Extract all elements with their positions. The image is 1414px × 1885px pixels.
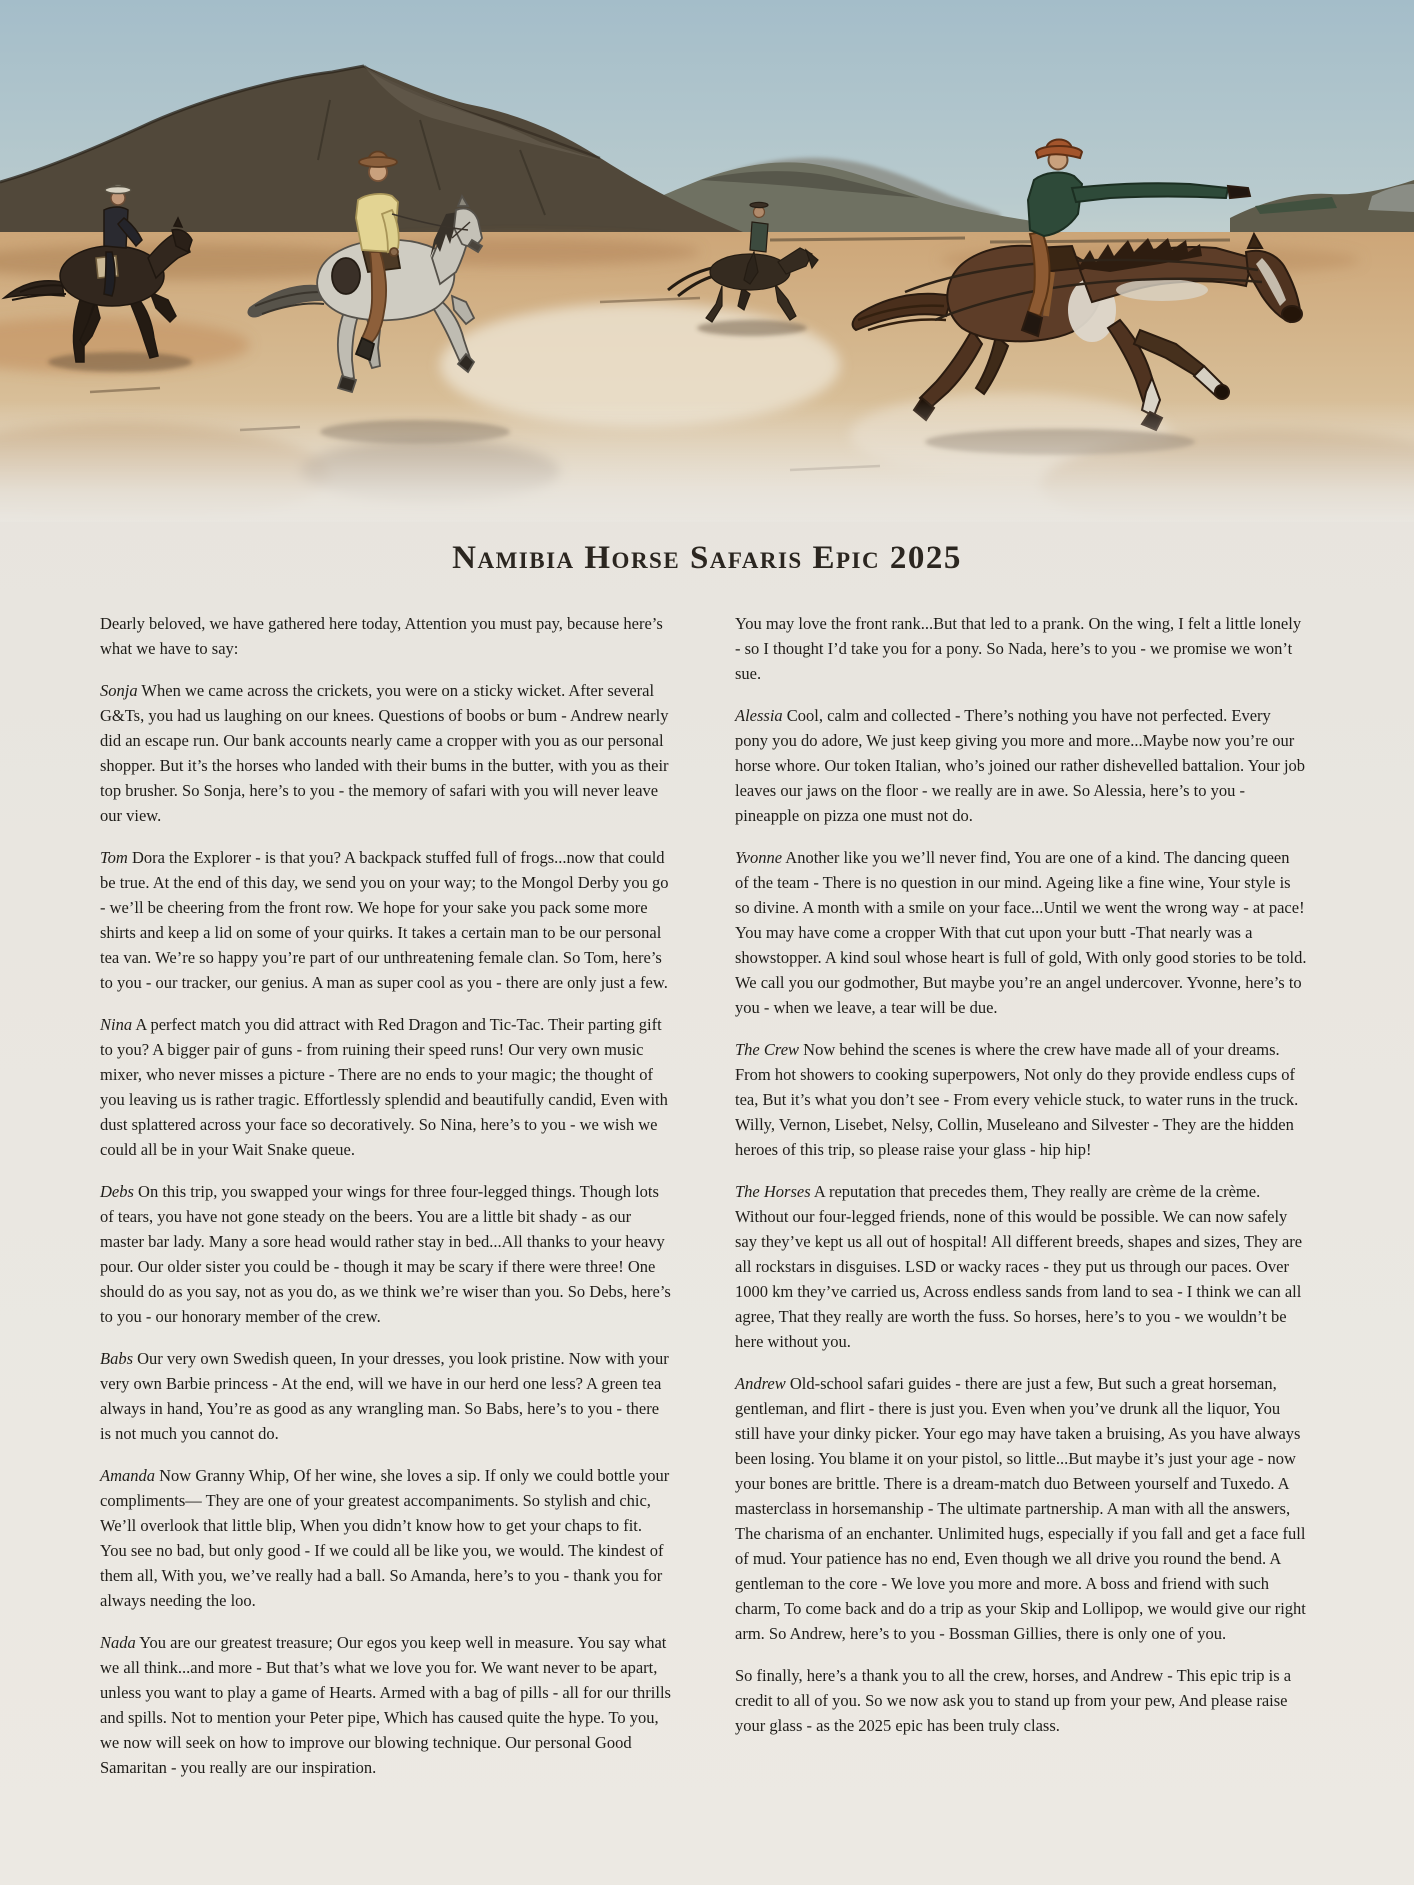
paragraph-text: Dora the Explorer - is that you? A backpack stuffed full of frogs...now that could be true. At the end of this day, we send you on your way; to the Mongol Derby you go - we’ll be cheering from the front row. We hope for your sake you pack some more shirts and keep a lid on some of your quirks. It takes a certain man to be our personal tea van. We’re so happy you’re part of our unthreatening female clan. So Tom, here’s to you - our tracker, our genius. A man as super cool as you - there are only just a few. (100, 848, 669, 992)
paragraph-text: Another like you we’ll never find, You are one of a kind. The dancing queen of the team - There is no question in our mind. Ageing like a fine wine, Your style is so divine. A month with a smile on your face...Until we went the wrong way - at pace! You may have come a cropper With that cut upon your butt -That nearly was a showstopper. A kind soul whose heart is full of gold, With only good stories to be told. We call you our godmother, But maybe you’re an angel undercover. Yvonne, here’s to you - when we leave, a tear will be due. (735, 848, 1307, 1017)
toast-paragraph-nina (100, 1012, 672, 1162)
toast-paragraph-debs (100, 1179, 672, 1329)
speaker-name: Tom (100, 848, 128, 867)
speaker-name: Sonja (100, 681, 138, 700)
left-column (100, 611, 672, 1797)
shadow-left-horse (48, 352, 192, 372)
speaker-name: Debs (100, 1182, 134, 1201)
paragraph-text: Old-school safari guides - there are just a few, But such a great horseman, gentleman, and flirt - there is just you. Even when you’ve drunk all the liquor, You still have your dinky picker. Your ego may have taken a bruising, As you have always been losing. You blame it on your pistol, so little...But maybe it’s just your age - now your bones are brittle. There is a dream-match duo Between yourself and Tuxedo. A masterclass in horsemanship - The ultimate partnership. A man with all the answers, The charisma of an enchanter. Unlimited hugs, especially if you fall and get a face full of mud. Your patience has no end, Even though we all drive you round the bend. A gentleman to the core - We love you more and more. A boss and friend with such charm, To come back and do a trip as your Skip and Lollipop, we would give our right arm. So Andrew, here’s to you - Bossman Gillies, there is only one of you. (735, 1374, 1306, 1643)
page-title: Namibia Horse Safaris Epic 2025 (452, 540, 962, 576)
paragraph-text: You are our greatest treasure; Our egos you keep well in measure. You say what we all think...and more - But that’s what we love you for. We want never to be apart, unless you want to play a game of Hearts. Armed with a bag of pills - all for our thrills and spills. Not to mention your Peter pipe, Which has caused quite the hype. To you, we now will seek on how to improve our blowing technique. Our personal Good Samaritan - you really are our inspiration. (100, 1633, 671, 1777)
toast-paragraph-amanda (100, 1463, 672, 1613)
speaker-name: Nada (100, 1633, 136, 1652)
closing-paragraph (735, 1663, 1307, 1738)
speaker-name: Babs (100, 1349, 133, 1368)
paragraph-text: Dearly beloved, we have gathered here today, Attention you must pay, because here’s what we have to say: (100, 614, 663, 658)
paragraph-text: Our very own Swedish queen, In your dresses, you look pristine. Now with your very own Barbie princess - At the end, will we have in our herd one less? A green tea always in hand, You’re as good as any wrangling man. So Babs, here’s to you - there is not much you cannot do. (100, 1349, 669, 1443)
speaker-name: The Horses (735, 1182, 811, 1201)
toast-paragraph-andrew (735, 1371, 1307, 1646)
speaker-name: Yvonne (735, 848, 783, 867)
toast-paragraph-nada-continued (735, 611, 1307, 686)
right-column (735, 611, 1307, 1797)
paragraph-text: On this trip, you swapped your wings for three four-legged things. Though lots of tears, you have not gone steady on the beers. You are a little bit shady - as our master bar lady. Many a sore head would rather stay in bed...All thanks to your heavy pour. Our older sister you could be - though it may be scary if there were three! One should do as you say, not as you do, as we think we’re wiser than you. So Debs, here’s to you - our honorary member of the crew. (100, 1182, 671, 1326)
painting-fade (0, 400, 1414, 522)
paragraph-text: A perfect match you did attract with Red Dragon and Tic-Tac. Their parting gift to you? A bigger pair of guns - from ruining their speed runs! Our very own music mixer, who never misses a picture - There are no ends to your magic; the thought of you leaving us is rather tragic. Effortlessly splendid and beautifully candid, Even with dust splattered across your face so decoratively. So Nina, here’s to you - we wish we could all be in your Wait Snake queue. (100, 1015, 668, 1159)
header-painting (0, 0, 1414, 522)
speaker-name: Nina (100, 1015, 133, 1034)
paragraph-text: Cool, calm and collected - There’s nothing you have not perfected. Every pony you do adore, We just keep giving you more and more...Maybe now you’re our horse whore. Our token Italian, who’s joined our rather dishevelled battalion. Your job leaves our jaws on the floor - we really are in awe. So Alessia, here’s to you - pineapple on pizza one must not do. (735, 706, 1306, 825)
speaker-name: The Crew (735, 1040, 800, 1059)
toast-paragraph-the-horses (735, 1179, 1307, 1354)
toast-paragraph-tom (100, 845, 672, 995)
paragraph-text: When we came across the crickets, you were on a sticky wicket. After several G&Ts, you had us laughing on our knees. Questions of boobs or bum - Andrew nearly did an escape run. Our bank accounts nearly came a cropper with you as our personal shopper. But it’s the horses who landed with their bums in the butter, with you as their top brusher. So Sonja, here’s to you - the memory of safari with you will never leave our view. (100, 681, 669, 825)
toast-paragraph-alessia (735, 703, 1307, 828)
paragraph-text: A reputation that precedes them, They really are crème de la crème. Without our four-legged friends, none of this would be possible. We can now safely say they’ve kept us all out of hospital! All different breeds, shapes and sizes, They are all rockstars in disguises. LSD or wacky races - they put us through our paces. Over 1000 km they’ve carried us, Across endless sands from land to sea - I think we can all agree, That they really are worth the fuss. So horses, here’s to you - we wouldn’t be here without you. (735, 1182, 1303, 1351)
paragraph-text: Now behind the scenes is where the crew have made all of your dreams. From hot showers to cooking superpowers, Not only do they provide endless cups of tea, But it’s what you don’t see - From every vehicle stuck, to water runs in the truck. Willy, Vernon, Lisebet, Nelsy, Collin, Museleano and Silvester - They are the hidden heroes of this trip, so please raise your glass - hip hip! (735, 1040, 1299, 1159)
intro-paragraph (100, 611, 672, 661)
shadow-distant-horse (697, 320, 807, 336)
toast-paragraph-nada (100, 1630, 672, 1780)
speaker-name: Andrew (735, 1374, 786, 1393)
paragraph-text: Now Granny Whip, Of her wine, she loves a sip. If only we could bottle your compliments— They are one of your greatest accompaniments. So stylish and chic, We’ll overlook that little blip, When you didn’t know how to get your chaps to fit. You see no bad, but only good - If we could all be like you, we would. The kindest of them all, With you, we’ve really had a ball. So Amanda, here’s to you - thank you for always needing the loo. (100, 1466, 670, 1610)
toast-text (0, 611, 1414, 1797)
toast-paragraph-yvonne (735, 845, 1307, 1020)
toast-paragraph-babs (100, 1346, 672, 1446)
toast-paragraph-the-crew (735, 1037, 1307, 1162)
speaker-name: Amanda (100, 1466, 155, 1485)
speaker-name: Alessia (735, 706, 783, 725)
paragraph-text: You may love the front rank...But that led to a prank. On the wing, I felt a little lonely - so I thought I’d take you for a pony. So Nada, here’s to you - we promise we won’t sue. (735, 614, 1302, 683)
toast-paragraph-sonja (100, 678, 672, 828)
paragraph-text: So finally, here’s a thank you to all the crew, horses, and Andrew - This epic trip is a credit to all of you. So we now ask you to stand up from your pew, And please raise your glass - as the 2025 epic has been truly class. (735, 1666, 1292, 1735)
